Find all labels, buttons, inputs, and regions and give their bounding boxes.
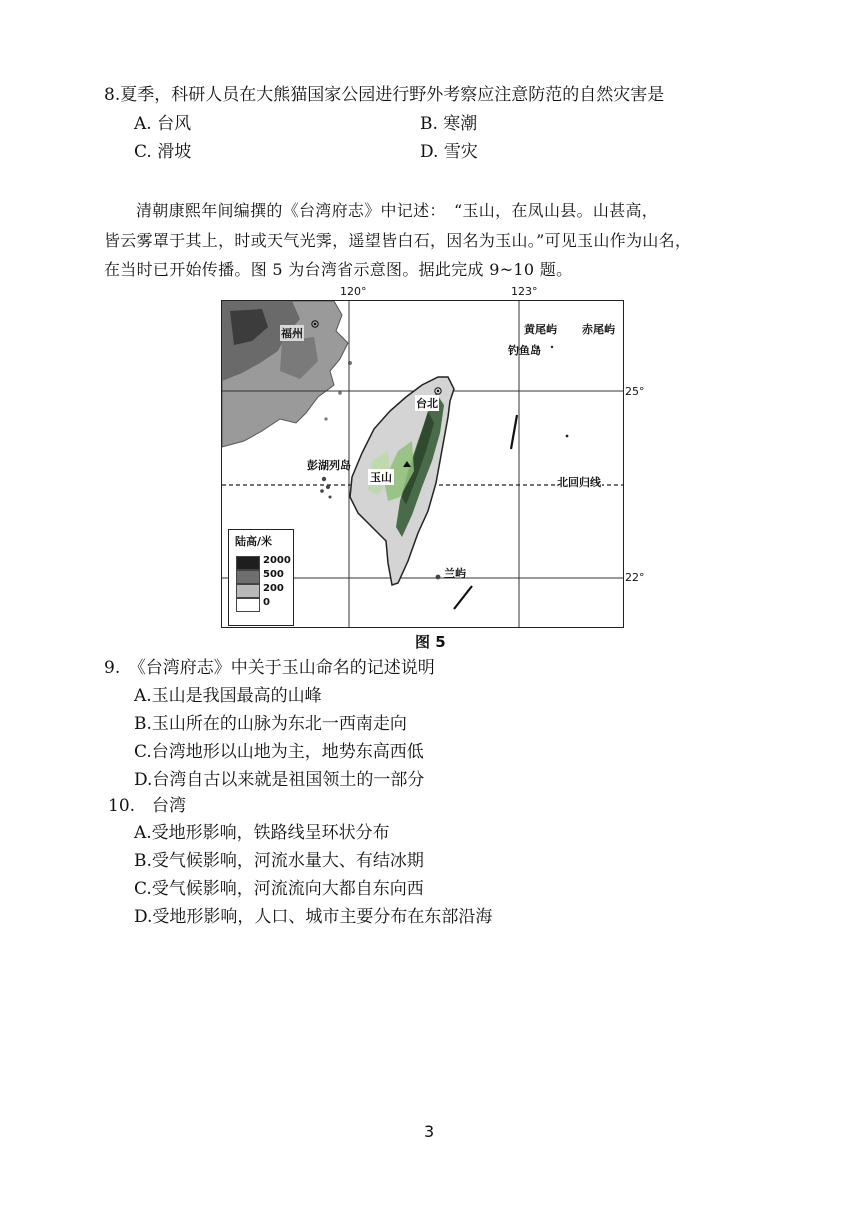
question-9-stem: 9. 《台湾府志》中关于玉山命名的记述说明 [104, 658, 435, 678]
map-label-huangweiyu: 黄尾屿 [524, 323, 557, 336]
legend-swatch-0 [236, 598, 260, 612]
question-9-option-d: D.台湾自古以来就是祖国领土的一部分 [134, 770, 425, 790]
legend-swatch-200 [236, 584, 260, 598]
latitude-label-22: 22° [625, 571, 645, 584]
legend-level-2000: 2000 [263, 555, 291, 566]
passage-line-1: 清朝康熙年间编撰的《台湾府志》中记述： “玉山，在凤山县。山甚高， [136, 201, 659, 220]
page-number: 3 [424, 1122, 435, 1141]
question-10-option-d: D.受地形影响，人口、城市主要分布在东部沿海 [134, 907, 493, 927]
question-8-option-c: C. 滑坡 [134, 142, 192, 162]
map-label-tropic-of-cancer: 北回归线 [557, 476, 601, 489]
figure-caption: 图 5 [415, 633, 446, 651]
passage-line-3: 在当时已开始传播。图 5 为台湾省示意图。据此完成 9~10 题。 [104, 260, 573, 279]
legend-title: 陆高/米 [235, 535, 273, 548]
longitude-label-123: 123° [511, 285, 538, 298]
question-8-option-d: D. 雪灾 [420, 142, 478, 162]
map-legend [228, 529, 294, 626]
question-10-option-b: B.受气候影响，河流水量大、有结冰期 [134, 851, 424, 871]
latitude-label-25: 25° [625, 385, 645, 398]
map-label-yushan: 玉山 [370, 471, 392, 484]
map-label-diaoyudao: 钓鱼岛 [508, 344, 541, 357]
question-8-option-a: A. 台风 [134, 114, 192, 134]
question-8-stem: 8.夏季，科研人员在大熊猫国家公园进行野外考察应注意防范的自然灾害是 [104, 85, 665, 105]
question-8-option-b: B. 寒潮 [420, 114, 478, 134]
question-9-option-b: B.玉山所在的山脉为东北一西南走向 [134, 714, 407, 734]
question-10-option-a: A.受地形影响，铁路线呈环状分布 [134, 823, 390, 843]
legend-level-0: 0 [263, 597, 270, 608]
legend-level-200: 200 [263, 583, 284, 594]
taiwan-map [221, 300, 624, 628]
passage-line-2: 皆云雾罩于其上，时或天气光霁，遥望皆白石，因名为玉山。”可见玉山作为山名， [104, 231, 692, 250]
legend-swatch-2000 [236, 556, 260, 570]
map-label-penghu: 彭湖列岛 [307, 459, 351, 472]
question-10-stem: 10. 台湾 [108, 796, 187, 816]
map-label-chiweiyu: 赤尾屿 [582, 323, 615, 336]
map-label-fuzhou: 福州 [281, 327, 303, 340]
map-label-taibei: 台北 [416, 397, 438, 410]
map-label-lanyu: 兰屿 [444, 567, 466, 580]
question-10-option-c: C.受气候影响，河流流向大都自东向西 [134, 879, 424, 899]
legend-swatch-500 [236, 570, 260, 584]
question-9-option-c: C.台湾地形以山地为主，地势东高西低 [134, 742, 424, 762]
longitude-label-120: 120° [340, 285, 367, 298]
legend-level-500: 500 [263, 569, 284, 580]
question-9-option-a: A.玉山是我国最高的山峰 [134, 686, 322, 706]
